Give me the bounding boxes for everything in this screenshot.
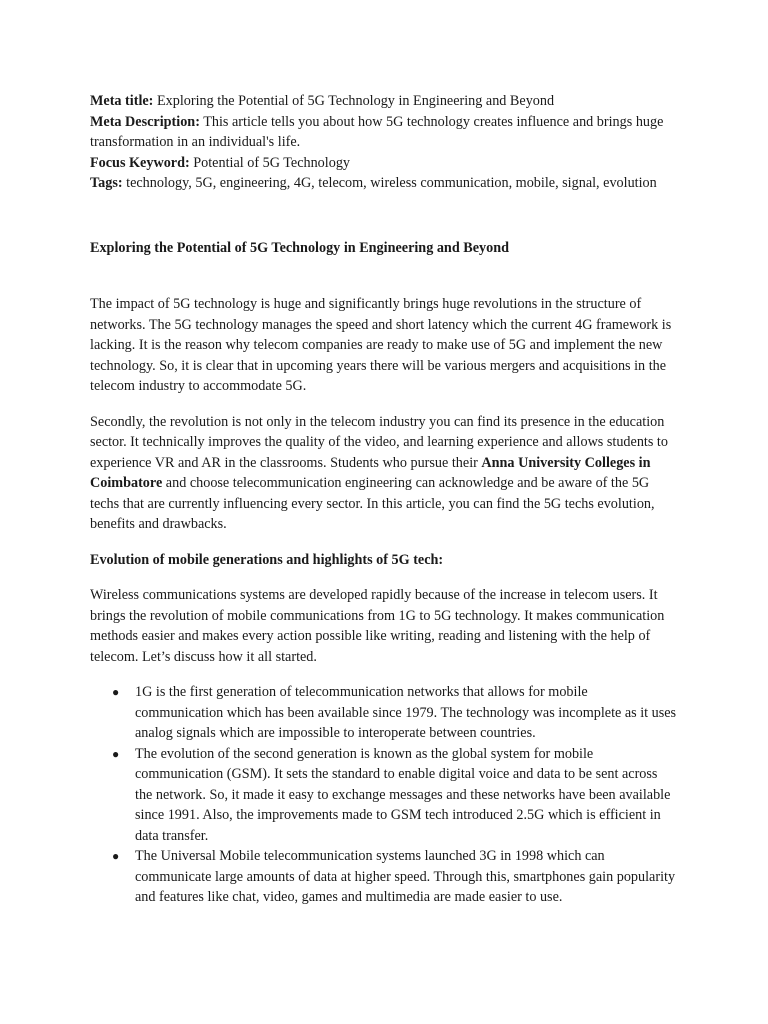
paragraph-education-text-2: and choose telecommunication engineering can acknowledge and be aware of the 5G techs that are currently influencing every sector. In this article, you can find the 5G techs evolution, benefits and drawbacks.: [90, 475, 655, 532]
paragraph-education: [90, 412, 678, 535]
paragraph-wireless: Wireless communications systems are developed rapidly because of the increase in telecom users. It brings the revolution of mobile communications from 1G to 5G technology. It makes communication methods easier and makes every action possible like writing, reading and listening with the help of telecom. Let’s discuss how it all started.: [90, 587, 665, 665]
bullet-icon: ●: [112, 849, 120, 863]
meta-description-line: [90, 112, 678, 153]
meta-title-value: Exploring the Potential of 5G Technology in Engineering and Beyond: [156, 93, 555, 109]
college-link-text: Anna University Colleges in Coimbatore: [90, 454, 651, 491]
bullet-icon: ●: [112, 685, 120, 699]
tags-line: [90, 173, 678, 194]
list-item-text: The evolution of the second generation is known as the global system for mobile communication (GSM). It sets the standard to enable digital voice and data to be sent across the network. So, it made it easy to exchange messages and these networks have been available since 1991. Also, the improvements made to GSM tech introduced 2.5G which is efficient in data transfer.: [135, 745, 671, 844]
paragraph-education-text-1: Secondly, the revolution is not only in the telecom industry you can find its presence in the education sector. It technically improves the quality of the video, and learning experience and allows students to experience VR and AR in the classrooms. Students who pursue their: [90, 413, 668, 471]
meta-description-label: Meta Description:: [90, 113, 200, 130]
meta-title-label: Meta title:: [90, 93, 154, 109]
tags-value: technology, 5G, engineering, 4G, telecom, wireless communication, mobile, signal, evolution: [126, 175, 657, 191]
meta-title-line: [90, 91, 678, 112]
list-item: [90, 744, 678, 847]
paragraph-impact: The impact of 5G technology is huge and significantly brings huge revolutions in the structure of networks. The 5G technology manages the speed and short latency which the current 4G framework is lacking. It is the reason why telecom companies are ready to make use of 5G and implement the new technology. So, it is clear that in upcoming years there will be various mergers and acquisitions in the telecom industry to accommodate 5G.: [90, 296, 672, 394]
tags-label: Tags:: [90, 175, 123, 191]
article-title: Exploring the Potential of 5G Technology in Engineering and Beyond: [90, 239, 509, 256]
list-item: [90, 682, 678, 744]
focus-keyword-line: [90, 153, 678, 174]
focus-keyword-value: Potential of 5G Technology: [193, 154, 351, 171]
list-item: [90, 846, 678, 908]
bullet-icon: ●: [112, 746, 120, 761]
generations-list: [90, 682, 678, 908]
meta-description-value: This article tells you about how 5G technology creates influence and brings huge transformation in an individual's life.: [90, 113, 664, 150]
section-heading-evolution: Evolution of mobile generations and highlights of 5G tech:: [90, 551, 444, 568]
list-item-text: The Universal Mobile telecommunication systems launched 3G in 1998 which can communicate large amounts of data at higher speed. Through this, smartphones gain popularity and features like chat, video, games and multimedia are made easier to use.: [135, 848, 676, 905]
focus-keyword-label: Focus Keyword:: [90, 154, 190, 171]
list-item-text: 1G is the first generation of telecommunication networks that allows for mobile communication which has been available since 1979. The technology was incomplete as it uses analog signals which are impossible to interoperate between countries.: [135, 684, 677, 741]
